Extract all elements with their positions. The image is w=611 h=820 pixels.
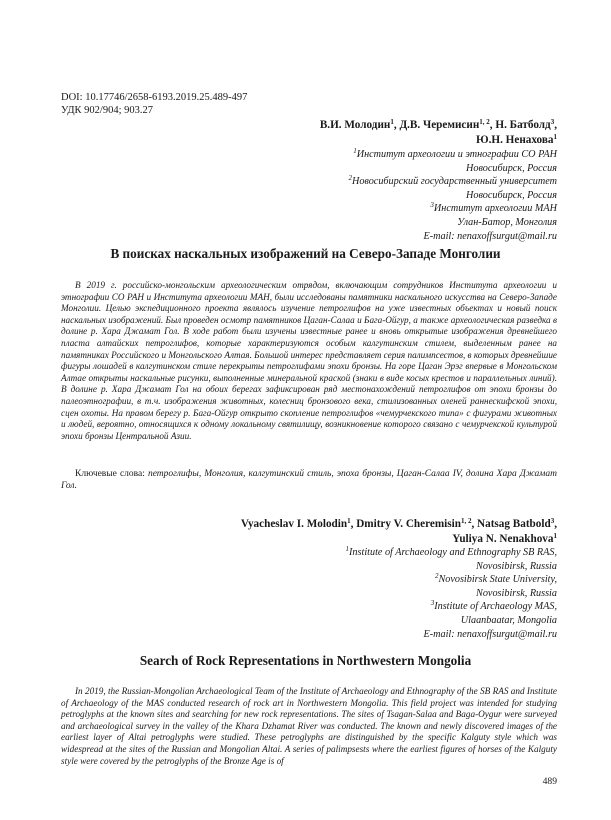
email-text: E-mail: nenaxoffsurgut@mail.ru [423,628,557,640]
en-title: Search of Rock Representations in Northwestern Mongolia [139,653,472,668]
author-sep: , [393,119,400,131]
affiliation-sup: 1 [345,545,350,553]
affiliation-line [346,573,557,587]
affiliation-line [348,202,557,216]
affiliation-text: Институт археологии и этнографии СО РАН [356,149,557,160]
author-sep: , [554,119,557,131]
affiliation-line [346,587,557,601]
ru-authors-line2 [320,133,557,148]
author-sep: , [350,518,357,530]
affiliation-sup: 2 [434,572,439,581]
en-authors-line1 [241,517,557,532]
affiliation-line [348,148,557,162]
affiliation-text: Novosibirsk, Russia [476,587,557,599]
affiliation-sup: 3 [430,201,434,210]
keywords-text: петроглифы, Монголия, калгутинский стиль, эпоха бронзы, Цаган-Салаа IV, долина Хара Джамат Гол. [61,469,557,492]
ru-authors-line1 [320,118,557,133]
en-authors-line2 [241,532,557,547]
affiliation-sup: 2 [348,174,352,183]
en-authors [241,517,557,546]
author-sup: 1 [390,118,394,126]
udk: УДК 902/904; 903.27 [61,105,153,116]
affiliation-line [346,560,557,574]
affiliation-text: Новосибирск, Россия [466,189,557,201]
author-sep: , [489,119,496,131]
author-sup: 3 [550,118,555,126]
author-name: Д.В. Черемисин [399,119,480,131]
affiliation-text: Институт археологии МАН [433,203,557,215]
affiliation-text: Institute of Archaeology MAS, [434,601,557,613]
doi: DOI: 10.17746/2658-6193.2019.25.489-497 [61,92,248,103]
affiliation-line [348,162,557,176]
author-sep: , [471,518,478,530]
affiliation-line [346,600,557,614]
en-abstract: In 2019, the Russian-Mongolian Archaeological Team of the Institute of Archaeology and Ethnography of the SB RAS and Institute of Archaeology of the MAS conducted research of rock art in Northwestern Mongolia. This field project was intended for studying petroglyphs at the known sites and searching for new rock representations. The sites of Tsagan-Salaa and Baga-Oygur were surveyed and archaeological survey in the valley of the Khara Dzhamat River was conducted. The known and newly discovered images of the earliest layer of Altai petroglyphs were studied. These petroglyphs are distinguished by the specific Kalguty style which was widespread at the sites of the Russian and Mongolian Altai. A series of palimpsests where the earliest figures of horses of the Kalguty style were covered by the petroglyphs of the Bronze Age is of [61,686,557,766]
email-line [346,628,557,642]
affiliation-text: Novosibirsk State University, [438,574,557,586]
affiliation-sup: 1 [353,147,357,155]
author-sup: 1, 2 [479,118,490,126]
ru-title: В поисках наскальных изображений на Северо-Западе Монголии [110,246,501,261]
author-name: В.И. Молодин [319,119,391,131]
affiliation-text: Novosibirsk, Russia [476,560,557,572]
keywords-label: Ключевые слова: [75,469,145,479]
affiliation-text: Новосибирский государственный университет [351,176,557,188]
author-name: Natsag Batbold [477,518,551,530]
en-affiliations [346,546,557,641]
author-sep: , [554,518,557,530]
affiliation-line [346,614,557,628]
author-name: Н. Батболд [495,119,551,131]
author-sup: 1, 2 [460,517,472,525]
author-sup: 1 [553,132,557,141]
ru-abstract: В 2019 г. российско-монгольским археологическим отрядом, включающим сотрудников Института археологии и этнографии СО РАН и Института археологии МАН, были исследованы памятники наскального искусства на Северо-Западе Монголии. Целью экспедиционного проекта являлось изучение петроглифов на уже известных объектах и новый поиск наскальных изображений. Был проведен осмотр памятников Цаган-Салаа и Бага-Ойгур, а также археологическая разведка в долине р. Хара Джамат Гол. В ходе работ были изучены известные ранее и вновь открытые изображения древнейшего пласта алтайских петроглифов, которые характеризуются особым калгутинским стилем, выделенным ранее на памятниках Российского и Монгольского Алтая. Большой интерес представляет серия палимпсестов, в которых древнейшие фигуры лошадей в калгутинском стиле перекрыты петроглифами эпохи бронзы. На горе Цаган Эрэг впервые в Монгольском Алтае открыты наскальные рисунки, выполненные минеральной краской (знаки в виде косых крестов и параллельных линий). В долине р. Хара Джамат Гол на обоих берегах зафиксирован ряд местонахождений петроглифов от эпохи бронзы до палеоэтнографии, в т.ч. изображения животных, колесниц бронзового века, стилизованных оленей раннескифской эпохи, сцен охоты. На правом берегу р. Бага-Ойгур открыто скопление петроглифов «чемурчекского типа» с фигурами животных и людей, вероятно, относящихся к одному локальному святилищу, возникновение которого связано с чемурчекской культурой эпохи бронзы Центральной Азии. [61,280,557,441]
author-sup: 1 [553,531,557,540]
ru-authors [320,118,557,147]
email-line [348,230,557,244]
author-name: Yuliya N. Nenakhova [452,532,554,545]
author-name: Ю.Н. Ненахова [475,133,554,146]
author-name: Dmitry V. Cheremisin [356,518,461,530]
affiliation-line [346,546,557,560]
email-text: E-mail: nenaxoffsurgut@mail.ru [423,230,557,242]
affiliation-text: Новосибирск, Россия [466,162,557,174]
affiliation-text: Улан-Батор, Монголия [457,216,557,228]
author-sup: 3 [550,517,555,525]
author-sup: 1 [347,517,351,525]
affiliation-line [348,175,557,189]
affiliation-line [348,189,557,203]
author-name: Vyacheslav I. Molodin [240,518,348,530]
ru-keywords [61,468,557,493]
affiliation-line [348,216,557,230]
affiliation-text: Ulaanbaatar, Mongolia [460,614,557,626]
affiliation-sup: 3 [430,599,435,608]
affiliation-text: Institute of Archaeology and Ethnography SB RAS, [349,547,557,558]
ru-affiliations [348,148,557,243]
page-number: 489 [542,776,557,787]
